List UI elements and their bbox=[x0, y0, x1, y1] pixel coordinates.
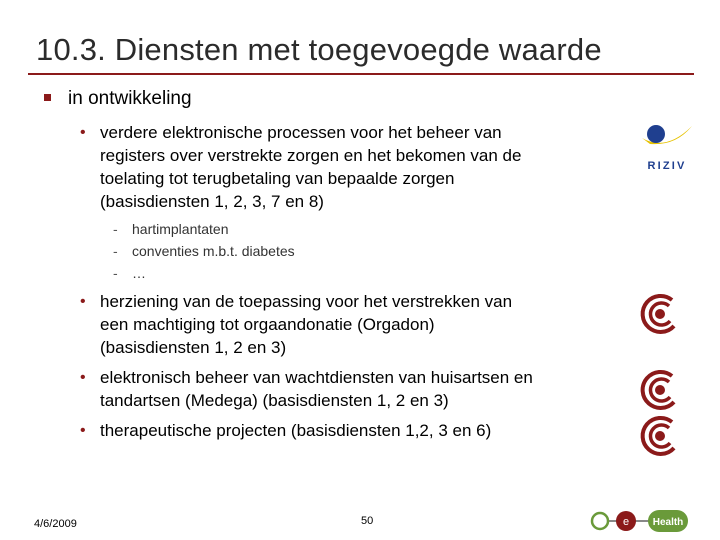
list-item bbox=[80, 366, 620, 412]
text-line: toelating tot terugbetaling van bepaalde zorgen bbox=[100, 169, 455, 188]
riziv-logo bbox=[636, 120, 698, 176]
text-line: een machtiging tot orgaandonatie (Orgadon) bbox=[100, 315, 435, 334]
text-line: registers over verstrekte zorgen en het bekomen van de bbox=[100, 146, 522, 165]
ehealth-symbol-icon bbox=[638, 368, 682, 412]
text-line: verdere elektronische processen voor het beheer van bbox=[100, 123, 502, 142]
level1-text: in ontwikkeling bbox=[68, 88, 192, 109]
title-divider bbox=[28, 73, 694, 75]
list-item-text bbox=[100, 419, 620, 442]
sub-item-text: hartimplantaten bbox=[132, 221, 229, 237]
text-line: therapeutische projecten (basisdiensten 1,2, 3 en 6) bbox=[100, 421, 492, 440]
ehealth-logo bbox=[590, 508, 690, 534]
list-item-text bbox=[100, 366, 620, 412]
sub-list-item bbox=[113, 263, 146, 284]
ehealth-symbol-icon bbox=[638, 292, 682, 336]
list-item-text bbox=[100, 121, 620, 213]
bullet-icon: • bbox=[80, 369, 86, 386]
riziv-logo-text: RIZIV bbox=[647, 160, 687, 172]
text-line: (basisdiensten 1, 2, 3, 7 en 8) bbox=[100, 192, 324, 211]
slide-title: 10.3. Diensten met toegevoegde waarde bbox=[36, 32, 602, 67]
dash-bullet: - bbox=[113, 265, 118, 281]
sub-item-text: … bbox=[132, 265, 146, 281]
dash-bullet: - bbox=[113, 221, 118, 237]
bullet-icon: • bbox=[80, 293, 86, 310]
ehealth-symbol-icon bbox=[638, 414, 682, 458]
sub-item-text: conventies m.b.t. diabetes bbox=[132, 243, 295, 259]
list-item bbox=[80, 419, 620, 442]
dash-bullet: - bbox=[113, 243, 118, 259]
bullet-icon: • bbox=[80, 124, 86, 141]
sub-list-item bbox=[113, 241, 295, 262]
bullet-level1 bbox=[44, 88, 192, 110]
text-line: (basisdiensten 1, 2 en 3) bbox=[100, 338, 287, 357]
text-line: elektronisch beheer van wachtdiensten van huisartsen en bbox=[100, 368, 533, 387]
square-bullet-icon bbox=[44, 94, 51, 101]
text-line: herziening van de toepassing voor het verstrekken van bbox=[100, 292, 513, 311]
ehealth-text: Health bbox=[652, 517, 684, 528]
list-item bbox=[80, 121, 620, 213]
sub-list-item bbox=[113, 219, 229, 240]
ehealth-e-text: e bbox=[622, 516, 630, 528]
list-item bbox=[80, 290, 620, 359]
list-item-text bbox=[100, 290, 620, 359]
footer-date: 4/6/2009 bbox=[34, 518, 77, 530]
text-line: tandartsen (Medega) (basisdiensten 1, 2 en 3) bbox=[100, 391, 449, 410]
page-number: 50 bbox=[361, 515, 374, 527]
bullet-icon: • bbox=[80, 422, 86, 439]
